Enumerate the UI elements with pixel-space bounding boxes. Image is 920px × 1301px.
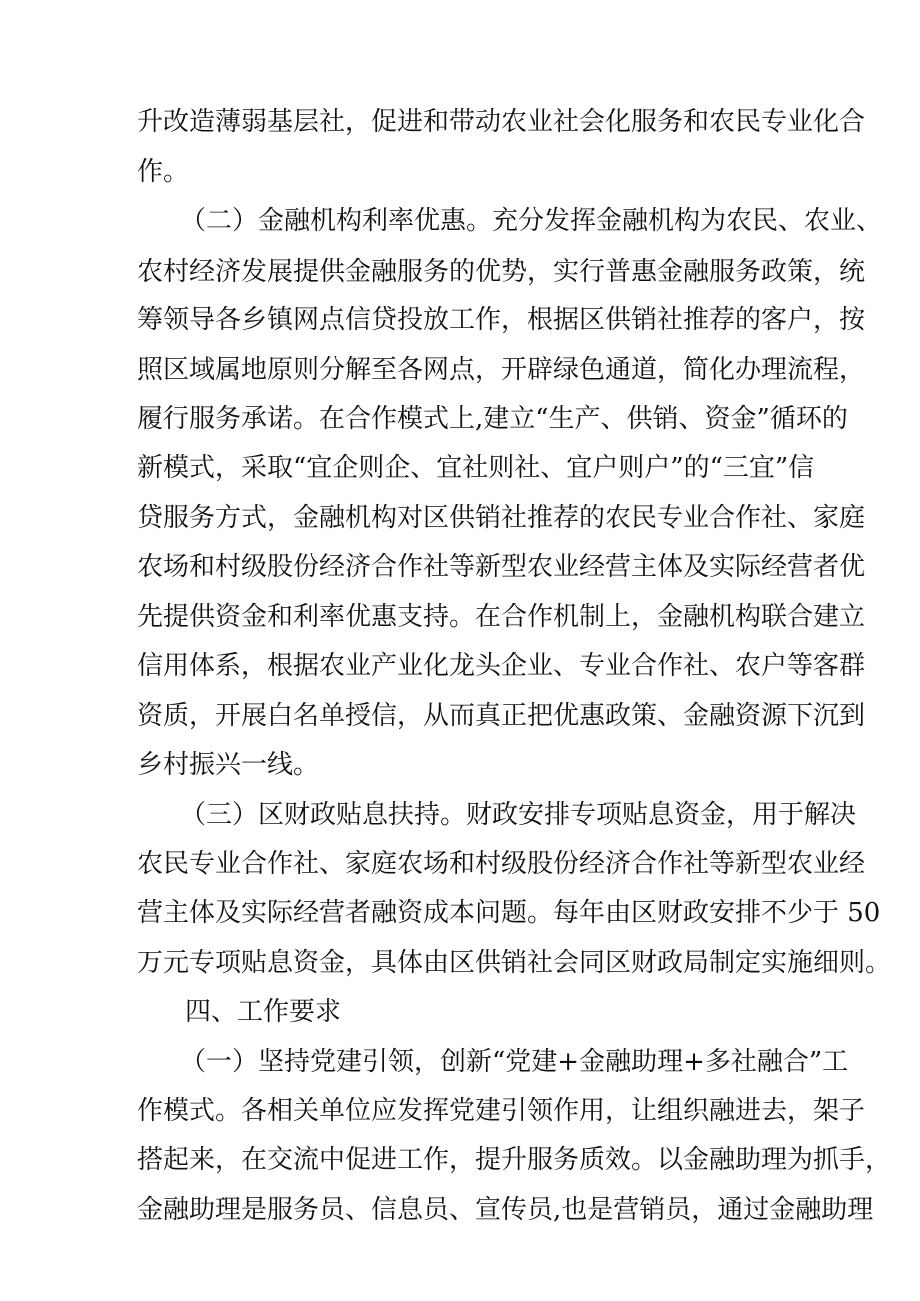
text-line: 履行服务承诺。在合作模式上,建立“生产、供销、资金”循环的 [137, 404, 848, 434]
text-line: 营主体及实际经营者融资成本问题。每年由区财政安排不少于 50 [137, 898, 881, 928]
text-line: 金融助理是服务员、信息员、宣传员,也是营销员，通过金融助理 [137, 1195, 874, 1225]
text-line: 先提供资金和利率优惠支持。在合作机制上，金融机构联合建立 [137, 602, 866, 632]
text-line: （二）金融机构利率优惠。充分发挥金融机构为农民、农业、 [180, 206, 883, 236]
text-line: 搭起来，在交流中促进工作，提升服务质效。以金融助理为抓手， [137, 1145, 892, 1175]
text-line: 贷服务方式，金融机构对区供销社推荐的农民专业合作社、家庭 [137, 503, 866, 533]
text-line: 作模式。各相关单位应发挥党建引领作用，让组织融进去，架子 [137, 1096, 866, 1126]
text-line: （一）坚持党建引领，创新“党建+金融助理+多社融合”工 [180, 1047, 849, 1077]
text-line: 农民专业合作社、家庭农场和村级股份经济合作社等新型农业经 [137, 849, 866, 879]
text-line: （三）区财政贴息扶持。财政安排专项贴息资金，用于解决 [180, 800, 857, 830]
text-line: 筹领导各乡镇网点信贷投放工作，根据区供销社推荐的客户，按 [137, 305, 866, 335]
section-heading: 四、工作要求 [185, 997, 342, 1027]
text-line: 农场和村级股份经济合作社等新型农业经营主体及实际经营者优 [137, 552, 866, 582]
text-line: 万元专项贴息资金，具体由区供销社会同区财政局制定实施细则。 [137, 948, 892, 978]
text-line: 资质，开展白名单授信，从而真正把优惠政策、金融资源下沉到 [137, 701, 866, 731]
text-line: 新模式，采取“宜企则企、宜社则社、宜户则户”的“三宜”信 [137, 453, 815, 483]
text-line: 作。 [137, 157, 190, 187]
text-line: 升改造薄弱基层社，促进和带动农业社会化服务和农民专业化合 [137, 107, 866, 137]
text-line: 照区域属地原则分解至各网点，开辟绿色通道，简化办理流程， [137, 355, 866, 385]
text-line: 信用体系，根据农业产业化龙头企业、专业合作社、农户等客群 [137, 651, 866, 681]
text-line: 农村经济发展提供金融服务的优势，实行普惠金融服务政策，统 [137, 257, 866, 287]
text-line: 乡村振兴一线。 [137, 750, 320, 780]
